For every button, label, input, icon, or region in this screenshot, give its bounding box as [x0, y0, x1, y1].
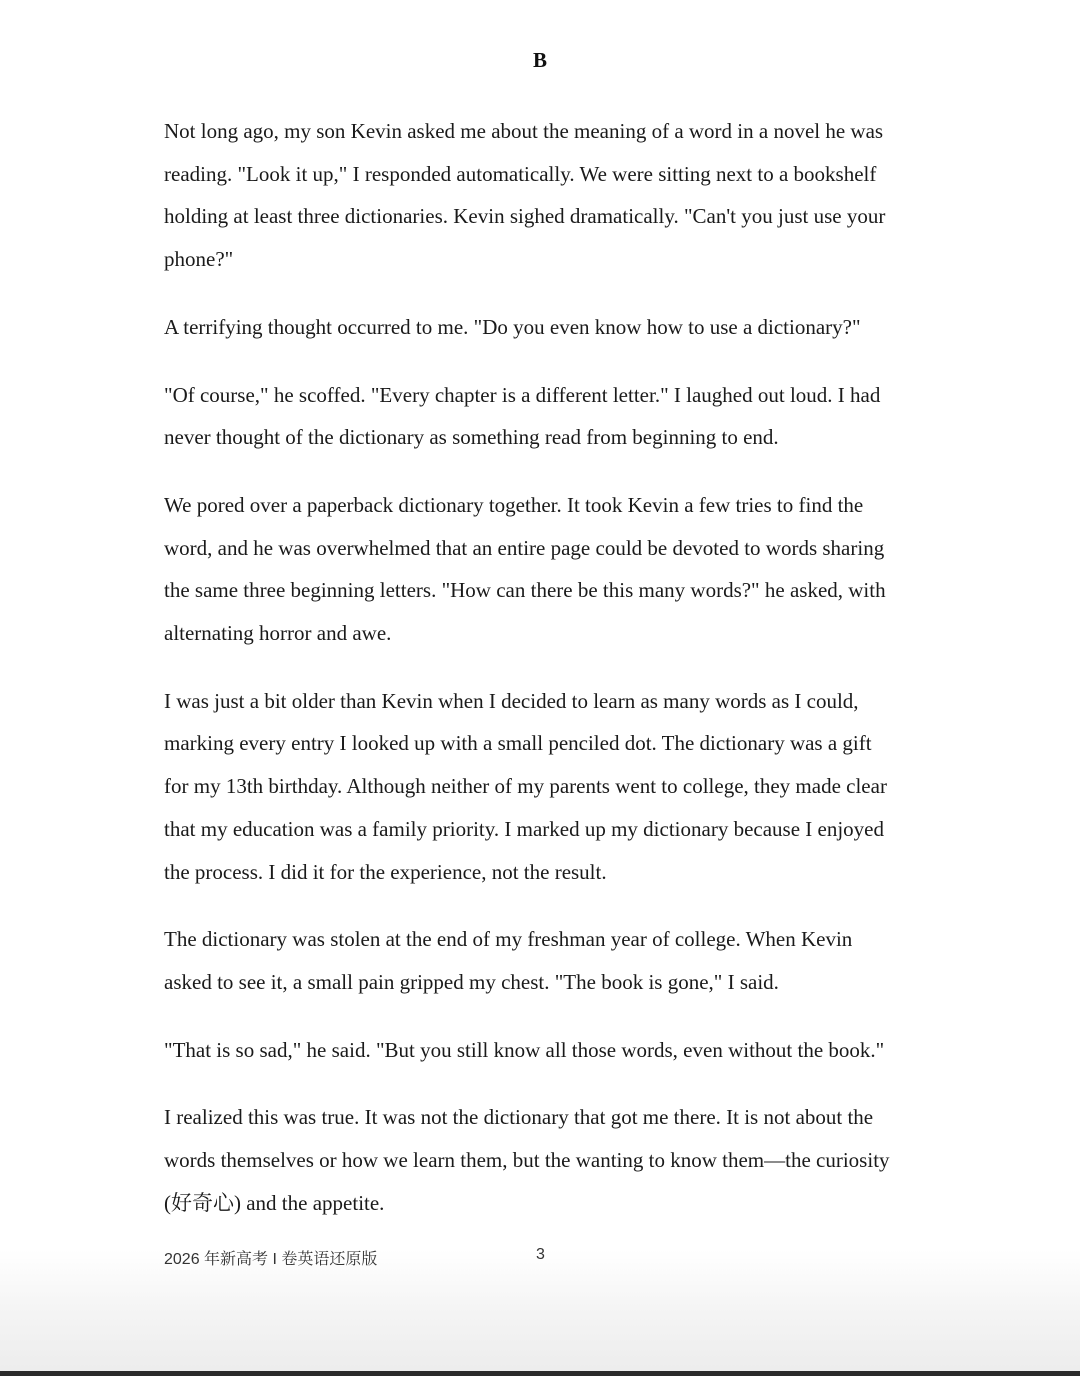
paragraph	[164, 918, 924, 1003]
paragraph	[164, 374, 924, 459]
text-line: asked to see it, a small pain gripped my chest. "The book is gone," I said.	[164, 969, 779, 994]
paragraph	[164, 484, 924, 655]
text-line: We pored over a paperback dictionary together. It took Kevin a few tries to find the	[164, 492, 864, 517]
paragraph	[164, 1029, 924, 1072]
exam-title: 2026 年新高考 I 卷英语还原版	[164, 1251, 378, 1268]
page-number: 3	[536, 1246, 545, 1263]
text-line: the process. I did it for the experience, not the result.	[164, 859, 607, 884]
text-line: words themselves or how we learn them, but the wanting to know them—the curiosity	[164, 1148, 890, 1173]
text-line: phone?"	[164, 247, 234, 272]
text-line: I was just a bit older than Kevin when I decided to learn as many words as I could,	[164, 688, 859, 713]
text-line: A terrifying thought occurred to me. "Do you even know how to use a dictionary?"	[164, 314, 861, 339]
paragraph	[164, 680, 924, 894]
text-line: (好奇心) and the appetite.	[164, 1190, 385, 1215]
text-line: "That is so sad," he said. "But you still know all those words, even without the book."	[164, 1037, 885, 1062]
paragraph	[164, 1096, 924, 1224]
text-line: I realized this was true. It was not the dictionary that got me there. It is not about the	[164, 1105, 874, 1130]
bottom-edge-bar	[0, 1371, 1080, 1376]
passage-body	[164, 110, 924, 1249]
paragraph	[164, 110, 924, 281]
text-line: marking every entry I looked up with a small penciled dot. The dictionary was a gift	[164, 731, 872, 756]
text-line: never thought of the dictionary as something read from beginning to end.	[164, 425, 779, 450]
text-line: The dictionary was stolen at the end of my freshman year of college. When Kevin	[164, 927, 853, 952]
text-line: the same three beginning letters. "How can there be this many words?" he asked, with	[164, 578, 886, 603]
text-line: word, and he was overwhelmed that an entire page could be devoted to words sharing	[164, 535, 885, 560]
text-line: holding at least three dictionaries. Kevin sighed dramatically. "Can't you just use your	[164, 204, 886, 229]
section-label: B	[532, 48, 547, 72]
paragraph	[164, 306, 924, 349]
text-line: reading. "Look it up," I responded automatically. We were sitting next to a bookshelf	[164, 161, 877, 186]
text-line: "Of course," he scoffed. "Every chapter is a different letter." I laughed out loud. I had	[164, 382, 881, 407]
text-line: for my 13th birthday. Although neither of my parents went to college, they made clear	[164, 774, 887, 799]
text-line: that my education was a family priority. I marked up my dictionary because I enjoyed	[164, 816, 884, 841]
text-line: alternating horror and awe.	[164, 621, 392, 646]
text-line: Not long ago, my son Kevin asked me about the meaning of a word in a novel he was	[164, 119, 884, 143]
